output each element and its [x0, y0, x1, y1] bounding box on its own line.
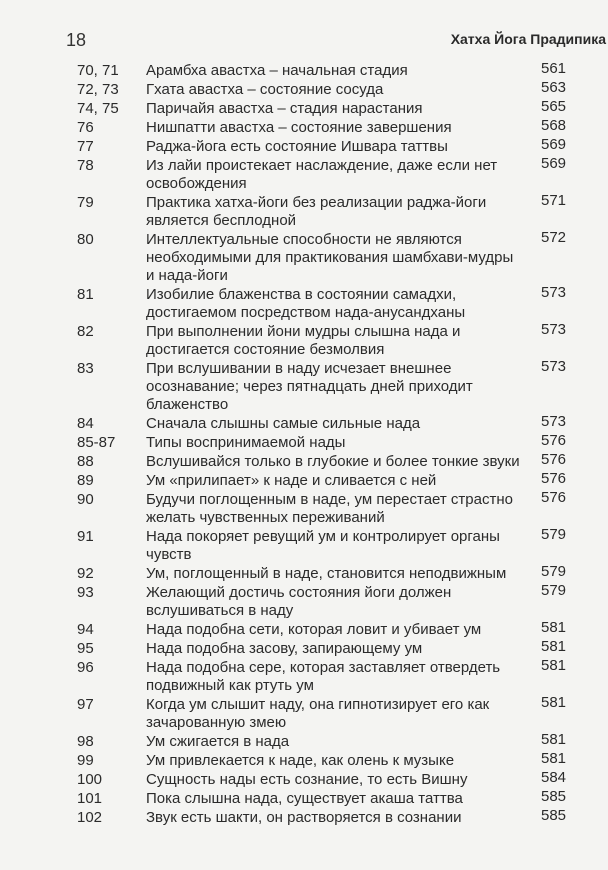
toc-entry	[0, 323, 608, 360]
entry-title	[146, 323, 526, 359]
entry-title	[146, 659, 526, 695]
verse-number: 99	[77, 752, 94, 769]
toc-entry	[0, 360, 608, 415]
verse-number: 84	[77, 415, 94, 432]
toc-entry	[0, 584, 608, 621]
entry-title-line: Желающий достичь состояния йоги должен	[146, 584, 452, 601]
entry-title	[146, 453, 526, 471]
verse-number: 81	[77, 286, 94, 303]
entry-title-line: блаженство	[146, 396, 229, 413]
entry-title-line: Пока слышна нада, существует акаша таттва	[146, 790, 463, 807]
page-ref: 579	[541, 526, 567, 543]
verse-number: 94	[77, 621, 94, 638]
page-ref: 581	[541, 694, 567, 711]
verse-number: 80	[77, 231, 94, 248]
entry-title	[146, 790, 526, 808]
page-ref: 572	[541, 229, 567, 246]
verse-number: 97	[77, 696, 94, 713]
toc-entry	[0, 752, 608, 771]
entry-title	[146, 100, 526, 118]
toc-entry	[0, 138, 608, 157]
page-ref: 579	[541, 582, 567, 599]
page-ref: 573	[541, 413, 567, 430]
entry-title	[146, 640, 526, 658]
verse-number: 74, 75	[77, 100, 119, 117]
toc-entry	[0, 565, 608, 584]
toc-entry	[0, 771, 608, 790]
entry-title	[146, 415, 526, 433]
entry-title	[146, 771, 526, 789]
page-ref: 573	[541, 321, 567, 338]
toc-entry	[0, 472, 608, 491]
entry-title-line: достигается состояние безмолвия	[146, 341, 385, 358]
toc-entry	[0, 157, 608, 194]
entry-title	[146, 286, 526, 322]
running-header: Хатха Йога Прадипика	[450, 31, 606, 47]
entry-title-line: Гхата авастха – состояние сосуда	[146, 81, 384, 98]
entry-title-line: осознавание; через пятнадцать дней приходит	[146, 378, 473, 395]
toc-entry	[0, 809, 608, 828]
verse-number: 95	[77, 640, 94, 657]
page-ref: 581	[541, 638, 567, 655]
entry-title-line: зачарованную змею	[146, 714, 287, 731]
verse-number: 90	[77, 491, 94, 508]
entry-title-line: Звук есть шакти, он растворяется в сознании	[146, 809, 462, 826]
toc-entry	[0, 194, 608, 231]
toc-entry	[0, 696, 608, 733]
entry-title-line: Вслушивайся только в глубокие и более тонкие звуки	[146, 453, 520, 470]
verse-number: 72, 73	[77, 81, 119, 98]
entry-title	[146, 434, 526, 452]
page-ref: 565	[541, 98, 567, 115]
entry-title	[146, 472, 526, 490]
toc-entry	[0, 434, 608, 453]
entry-title-line: является бесплодной	[146, 212, 297, 229]
entry-title-line: Типы воспринимаемой нады	[146, 434, 346, 451]
toc-entry	[0, 659, 608, 696]
entry-title-line: Ум привлекается к наде, как олень к музыке	[146, 752, 455, 769]
toc-entry	[0, 62, 608, 81]
toc-entry	[0, 491, 608, 528]
entry-title	[146, 119, 526, 137]
page-ref: 573	[541, 284, 567, 301]
page-ref: 581	[541, 619, 567, 636]
page-ref: 584	[541, 769, 567, 786]
page-ref: 576	[541, 432, 567, 449]
page-ref: 585	[541, 788, 567, 805]
page-ref: 581	[541, 657, 567, 674]
verse-number: 82	[77, 323, 94, 340]
entry-title	[146, 157, 526, 193]
verse-number: 85-87	[77, 434, 116, 451]
entry-title-line: Нада покоряет ревущий ум и контролирует органы	[146, 528, 500, 545]
verse-number: 88	[77, 453, 94, 470]
entry-title-line: Из лайи проистекает наслаждение, даже если нет	[146, 157, 498, 174]
verse-number: 78	[77, 157, 94, 174]
entry-title-line: Сначала слышны самые сильные нада	[146, 415, 421, 432]
page-ref: 561	[541, 60, 567, 77]
page-ref: 571	[541, 192, 567, 209]
toc-entry	[0, 733, 608, 752]
toc-entry	[0, 231, 608, 286]
verse-number: 70, 71	[77, 62, 119, 79]
page-ref: 579	[541, 563, 567, 580]
verse-number: 92	[77, 565, 94, 582]
entry-title-line: Нада подобна сети, которая ловит и убивает ум	[146, 621, 482, 638]
entry-title	[146, 752, 526, 770]
toc-entry	[0, 640, 608, 659]
entry-title-line: Изобилие блаженства в состоянии самадхи,	[146, 286, 457, 303]
entry-title	[146, 565, 526, 583]
verse-number: 98	[77, 733, 94, 750]
verse-number: 79	[77, 194, 94, 211]
entry-title	[146, 621, 526, 639]
entry-title-line: и нада-йоги	[146, 267, 228, 284]
page-ref: 576	[541, 489, 567, 506]
entry-title-line: Ум «прилипает» к наде и сливается с ней	[146, 472, 437, 489]
entry-title-line: Нада подобна засову, запирающему ум	[146, 640, 423, 657]
entry-title	[146, 194, 526, 230]
page-ref: 563	[541, 79, 567, 96]
entry-title-line: Раджа-йога есть состояние Ишвара таттвы	[146, 138, 448, 155]
verse-number: 96	[77, 659, 94, 676]
entry-title-line: Нада подобна сере, которая заставляет отвердеть	[146, 659, 501, 676]
page-ref: 576	[541, 451, 567, 468]
entry-title	[146, 138, 526, 156]
page-ref: 569	[541, 155, 567, 172]
page-number: 18	[66, 30, 87, 50]
entry-title-line: При вслушивании в наду исчезает внешнее	[146, 360, 452, 377]
toc-entry	[0, 790, 608, 809]
entry-title-line: Ум сжигается в нада	[146, 733, 290, 750]
entry-title-line: Паричайя авастха – стадия нарастания	[146, 100, 423, 117]
verse-number: 76	[77, 119, 94, 136]
entry-title-line: Будучи поглощенным в наде, ум перестает страстно	[146, 491, 513, 508]
entry-title-line: желать чувственных переживаний	[146, 509, 385, 526]
toc-entry	[0, 119, 608, 138]
verse-number: 83	[77, 360, 94, 377]
verse-number: 91	[77, 528, 94, 545]
entry-title	[146, 231, 526, 285]
entry-title-line: При выполнении йони мудры слышна нада и	[146, 323, 461, 340]
verse-number: 89	[77, 472, 94, 489]
toc-entry	[0, 415, 608, 434]
verse-number: 100	[77, 771, 103, 788]
toc-entry	[0, 621, 608, 640]
page-ref: 581	[541, 731, 567, 748]
toc-entry	[0, 81, 608, 100]
verse-number: 102	[77, 809, 103, 826]
entry-title	[146, 81, 526, 99]
toc-entry	[0, 100, 608, 119]
page-ref: 573	[541, 358, 567, 375]
entry-title-line: освобождения	[146, 175, 247, 192]
toc-entry	[0, 453, 608, 472]
entry-title	[146, 584, 526, 620]
entry-title-line: подвижный как ртуть ум	[146, 677, 314, 694]
entry-title	[146, 733, 526, 751]
entry-title-line: достигаемом посредством нада-анусандханы	[146, 304, 466, 321]
entry-title	[146, 62, 526, 80]
entry-title-line: чувств	[146, 546, 192, 563]
entry-title	[146, 809, 526, 827]
page-ref: 581	[541, 750, 567, 767]
entry-title-line: Практика хатха-йоги без реализации раджа-йоги	[146, 194, 487, 211]
entry-title-line: Арамбха авастха – начальная стадия	[146, 62, 408, 79]
page-ref: 569	[541, 136, 567, 153]
entry-title-line: Когда ум слышит наду, она гипнотизирует его как	[146, 696, 490, 713]
entry-title	[146, 360, 526, 414]
verse-number: 101	[77, 790, 103, 807]
entry-title-line: Нишпатти авастха – состояние завершения	[146, 119, 452, 136]
entry-title	[146, 491, 526, 527]
toc-entry	[0, 528, 608, 565]
toc-entry	[0, 286, 608, 323]
entry-title-line: Интеллектуальные способности не являются	[146, 231, 462, 248]
page-ref: 568	[541, 117, 567, 134]
table-of-contents	[0, 62, 608, 828]
entry-title-line: Ум, поглощенный в наде, становится неподвижным	[146, 565, 507, 582]
page-ref: 576	[541, 470, 567, 487]
page-ref: 585	[541, 807, 567, 824]
verse-number: 77	[77, 138, 94, 155]
entry-title	[146, 528, 526, 564]
entry-title	[146, 696, 526, 732]
verse-number: 93	[77, 584, 94, 601]
entry-title-line: необходимыми для практикования шамбхави-мудры	[146, 249, 514, 266]
entry-title-line: вслушиваться в наду	[146, 602, 294, 619]
entry-title-line: Сущность нады есть сознание, то есть Вишну	[146, 771, 468, 788]
